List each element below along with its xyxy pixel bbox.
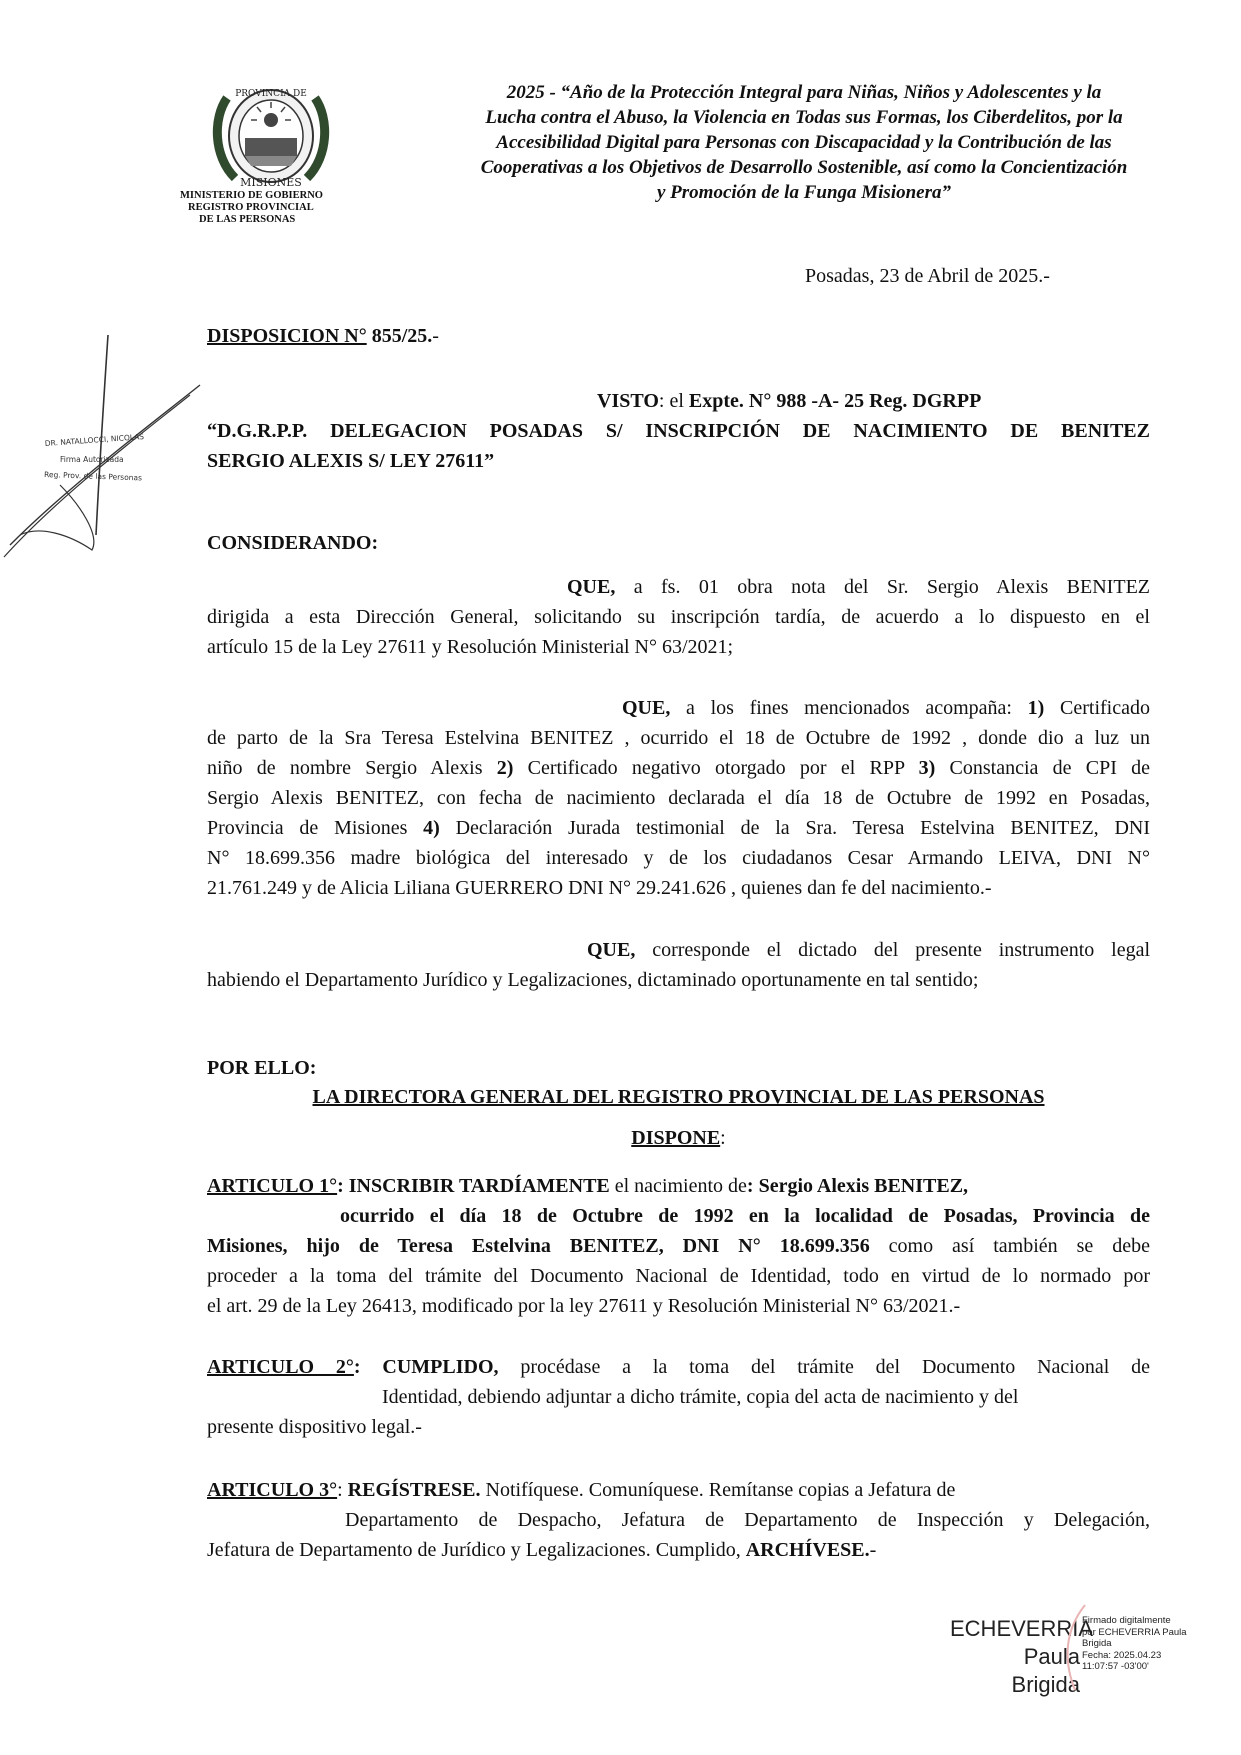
disposicion-suffix: - <box>432 325 439 347</box>
ministry-block <box>180 190 360 226</box>
articulo-action: CUMPLIDO, <box>382 1356 499 1378</box>
articulo-action: REGÍSTRESE. <box>347 1479 481 1501</box>
articulo-colon: : <box>337 1175 349 1197</box>
motto-line: y Promoción de la Funga Misionera” <box>657 182 951 203</box>
articulo-action: INSCRIBIR TARDÍAMENTE <box>348 1175 610 1197</box>
signature-info-line: 11:07:57 -03'00' <box>1082 1661 1149 1672</box>
articulo-text: el nacimiento de <box>609 1175 747 1197</box>
ministry-line: MINISTERIO DE GOBIERNO <box>180 190 323 201</box>
articulo-text: ocurrido el día 18 de Octubre de 1992 en la localidad de Posadas, Provincia de <box>340 1205 1150 1227</box>
que-text: a fs. 01 obra nota del Sr. Sergio Alexis BENITEZ <box>615 576 1150 598</box>
signer-name-line: Paula Brigida <box>1011 1644 1080 1697</box>
que-lead: QUE, <box>587 939 636 961</box>
articulo-colon: : <box>337 1479 348 1501</box>
visto-title-line: SERGIO ALEXIS S/ LEY 27611” <box>207 450 495 472</box>
dispone-colon: : <box>720 1127 726 1149</box>
articulo-text: procédase a la toma del trámite del Documento Nacional de <box>498 1356 1150 1378</box>
stamp-line: Reg. Prov. de las Personas <box>43 470 143 483</box>
articulo-colon: : <box>353 1356 383 1378</box>
visto-title-line: “D.G.R.P.P. DELEGACION POSADAS S/ INSCRIPCIÓN DE NACIMIENTO DE BENITEZ <box>207 420 1150 442</box>
que-text: niño de nombre Sergio Alexis <box>207 757 497 779</box>
disposicion-label: DISPOSICION N° <box>207 325 367 347</box>
stamp-line: DR. NATALLOCCI, NICOLAS <box>44 432 145 448</box>
articulo-text: Notifíquese. Comuníquese. Remítanse copias a Jefatura de <box>480 1479 956 1501</box>
articulo-label: ARTICULO 3° <box>207 1479 338 1501</box>
visto-label: VISTO <box>597 390 659 412</box>
seal-text-bottom: MISIONES <box>240 176 302 189</box>
articulo-text: como así también se debe <box>869 1235 1150 1257</box>
ministry-line: DE LAS PERSONAS <box>199 214 296 225</box>
que-text: Constancia de CPI de <box>935 757 1151 779</box>
item-number: 2) <box>496 757 514 779</box>
que-text: a los fines mencionados acompaña: <box>670 697 1028 719</box>
que-text: habiendo el Departamento Jurídico y Legalizaciones, dictaminado oportunamente en tal sentido; <box>207 969 979 991</box>
articulo-label: ARTICULO 1° <box>207 1175 338 1197</box>
motto-line: 2025 - “Año de la Protección Integral para Niñas, Niños y Adolescentes y la <box>506 82 1102 103</box>
que-text: Declaración Jurada testimonial de la Sra. Teresa Estelvina BENITEZ, DNI <box>439 817 1150 839</box>
que-text: Certificado negativo otorgado por el RPP <box>513 757 919 779</box>
articulo-name: : Sergio Alexis BENITEZ, <box>746 1175 969 1197</box>
directora-heading: LA DIRECTORA GENERAL DEL REGISTRO PROVINCIAL DE LAS PERSONAS <box>312 1086 1045 1108</box>
que-lead: QUE, <box>567 576 616 598</box>
que-text: Provincia de Misiones <box>207 817 424 839</box>
visto-section <box>207 386 1150 476</box>
articulo-text: - <box>869 1539 877 1561</box>
que-text: de parto de la Sra Teresa Estelvina BENITEZ , ocurrido el 18 de Octubre de 1992 , donde dio a luz un <box>207 727 1150 749</box>
digital-signature-info <box>1082 1615 1192 1673</box>
disposicion-title <box>207 325 439 348</box>
que-text: N° 18.699.356 madre biológica del interesado y de los ciudadanos Cesar Armando LEIVA, DNI N° <box>207 847 1150 869</box>
que-paragraph-1 <box>207 572 1150 662</box>
item-number: 1) <box>1027 697 1045 719</box>
signature-info-line: Brigida <box>1082 1638 1112 1649</box>
articulo-label: ARTICULO 2° <box>207 1356 354 1378</box>
que-text: corresponde el dictado del presente instrumento legal <box>635 939 1150 961</box>
motto-line: Lucha contra el Abuso, la Violencia en Todas sus Formas, los Ciberdelitos, por la <box>485 107 1123 128</box>
disposicion-number: 855/25. <box>371 325 433 347</box>
ministry-line: REGISTRO PROVINCIAL <box>188 202 314 213</box>
item-number: 3) <box>918 757 936 779</box>
que-text: dirigida a esta Dirección General, solicitando su inscripción tardía, de acuerdo a lo dispuesto en el <box>207 606 1150 628</box>
item-number: 4) <box>423 817 440 839</box>
motto-line: Cooperativas a los Objetivos de Desarrollo Sostenible, así como la Concientización <box>480 157 1128 178</box>
articulo-text: Departamento de Despacho, Jefatura de Departamento de Inspección y Delegación, <box>345 1509 1150 1531</box>
motto-line: Accesibilidad Digital para Personas con Discapacidad y la Contribución de las <box>496 132 1112 153</box>
que-paragraph-2 <box>207 693 1150 903</box>
visto-expediente: Expte. N° 988 -A- 25 Reg. DGRPP <box>688 390 982 412</box>
considerando-heading: CONSIDERANDO: <box>207 532 379 554</box>
que-text: artículo 15 de la Ley 27611 y Resolución Ministerial N° 63/2021; <box>207 636 734 658</box>
articulo-text: Misiones, hijo de Teresa Estelvina BENITEZ, DNI N° 18.699.356 <box>207 1235 870 1257</box>
visto-pre: : el <box>658 390 689 412</box>
signature-info-line: Firmado digitalmente <box>1082 1615 1171 1626</box>
province-seal-logo <box>205 78 337 194</box>
que-text: Sergio Alexis BENITEZ, con fecha de nacimiento declarada el día 18 de Octubre de 1992 en Posadas, <box>207 787 1150 809</box>
articulo-text: proceder a la toma del trámite del Documento Nacional de Identidad, todo en virtud de lo normado por <box>207 1265 1150 1287</box>
signature-info-line: Fecha: 2025.04.23 <box>1082 1649 1162 1661</box>
side-signature-stamp <box>0 335 210 565</box>
articulo-2 <box>207 1352 1150 1442</box>
por-ello-heading: POR ELLO: <box>207 1057 317 1079</box>
place-date: Posadas, 23 de Abril de 2025.- <box>805 265 1050 287</box>
articulo-3 <box>207 1475 1150 1565</box>
que-paragraph-3 <box>207 935 1150 995</box>
articulo-text: Jefatura de Departamento de Jurídico y Legalizaciones. Cumplido, <box>207 1539 746 1561</box>
articulo-text: el art. 29 de la Ley 26413, modificado por la ley 27611 y Resolución Ministerial N° 63/2021.- <box>207 1295 961 1317</box>
seal-text-top: PROVINCIA DE <box>235 89 307 99</box>
que-lead: QUE, <box>622 697 671 719</box>
year-motto <box>430 80 1178 205</box>
articulo-1 <box>207 1171 1150 1321</box>
que-text: Certificado <box>1044 697 1150 719</box>
signer-name-line: ECHEVERRIA <box>950 1616 1094 1641</box>
stamp-line: Firma Autorizada <box>60 455 124 464</box>
signature-info-line: por ECHEVERRIA Paula <box>1082 1626 1187 1638</box>
articulo-text: ARCHÍVESE. <box>745 1539 870 1561</box>
dispone-label: DISPONE <box>631 1127 721 1149</box>
articulo-text: presente dispositivo legal.- <box>207 1416 422 1438</box>
articulo-text: Identidad, debiendo adjuntar a dicho trámite, copia del acta de nacimiento y del <box>382 1386 1019 1408</box>
dispone-heading <box>207 1127 1150 1150</box>
que-text: 21.761.249 y de Alicia Liliana GUERRERO DNI N° 29.241.626 , quienes dan fe del nacimiento.- <box>207 877 992 899</box>
